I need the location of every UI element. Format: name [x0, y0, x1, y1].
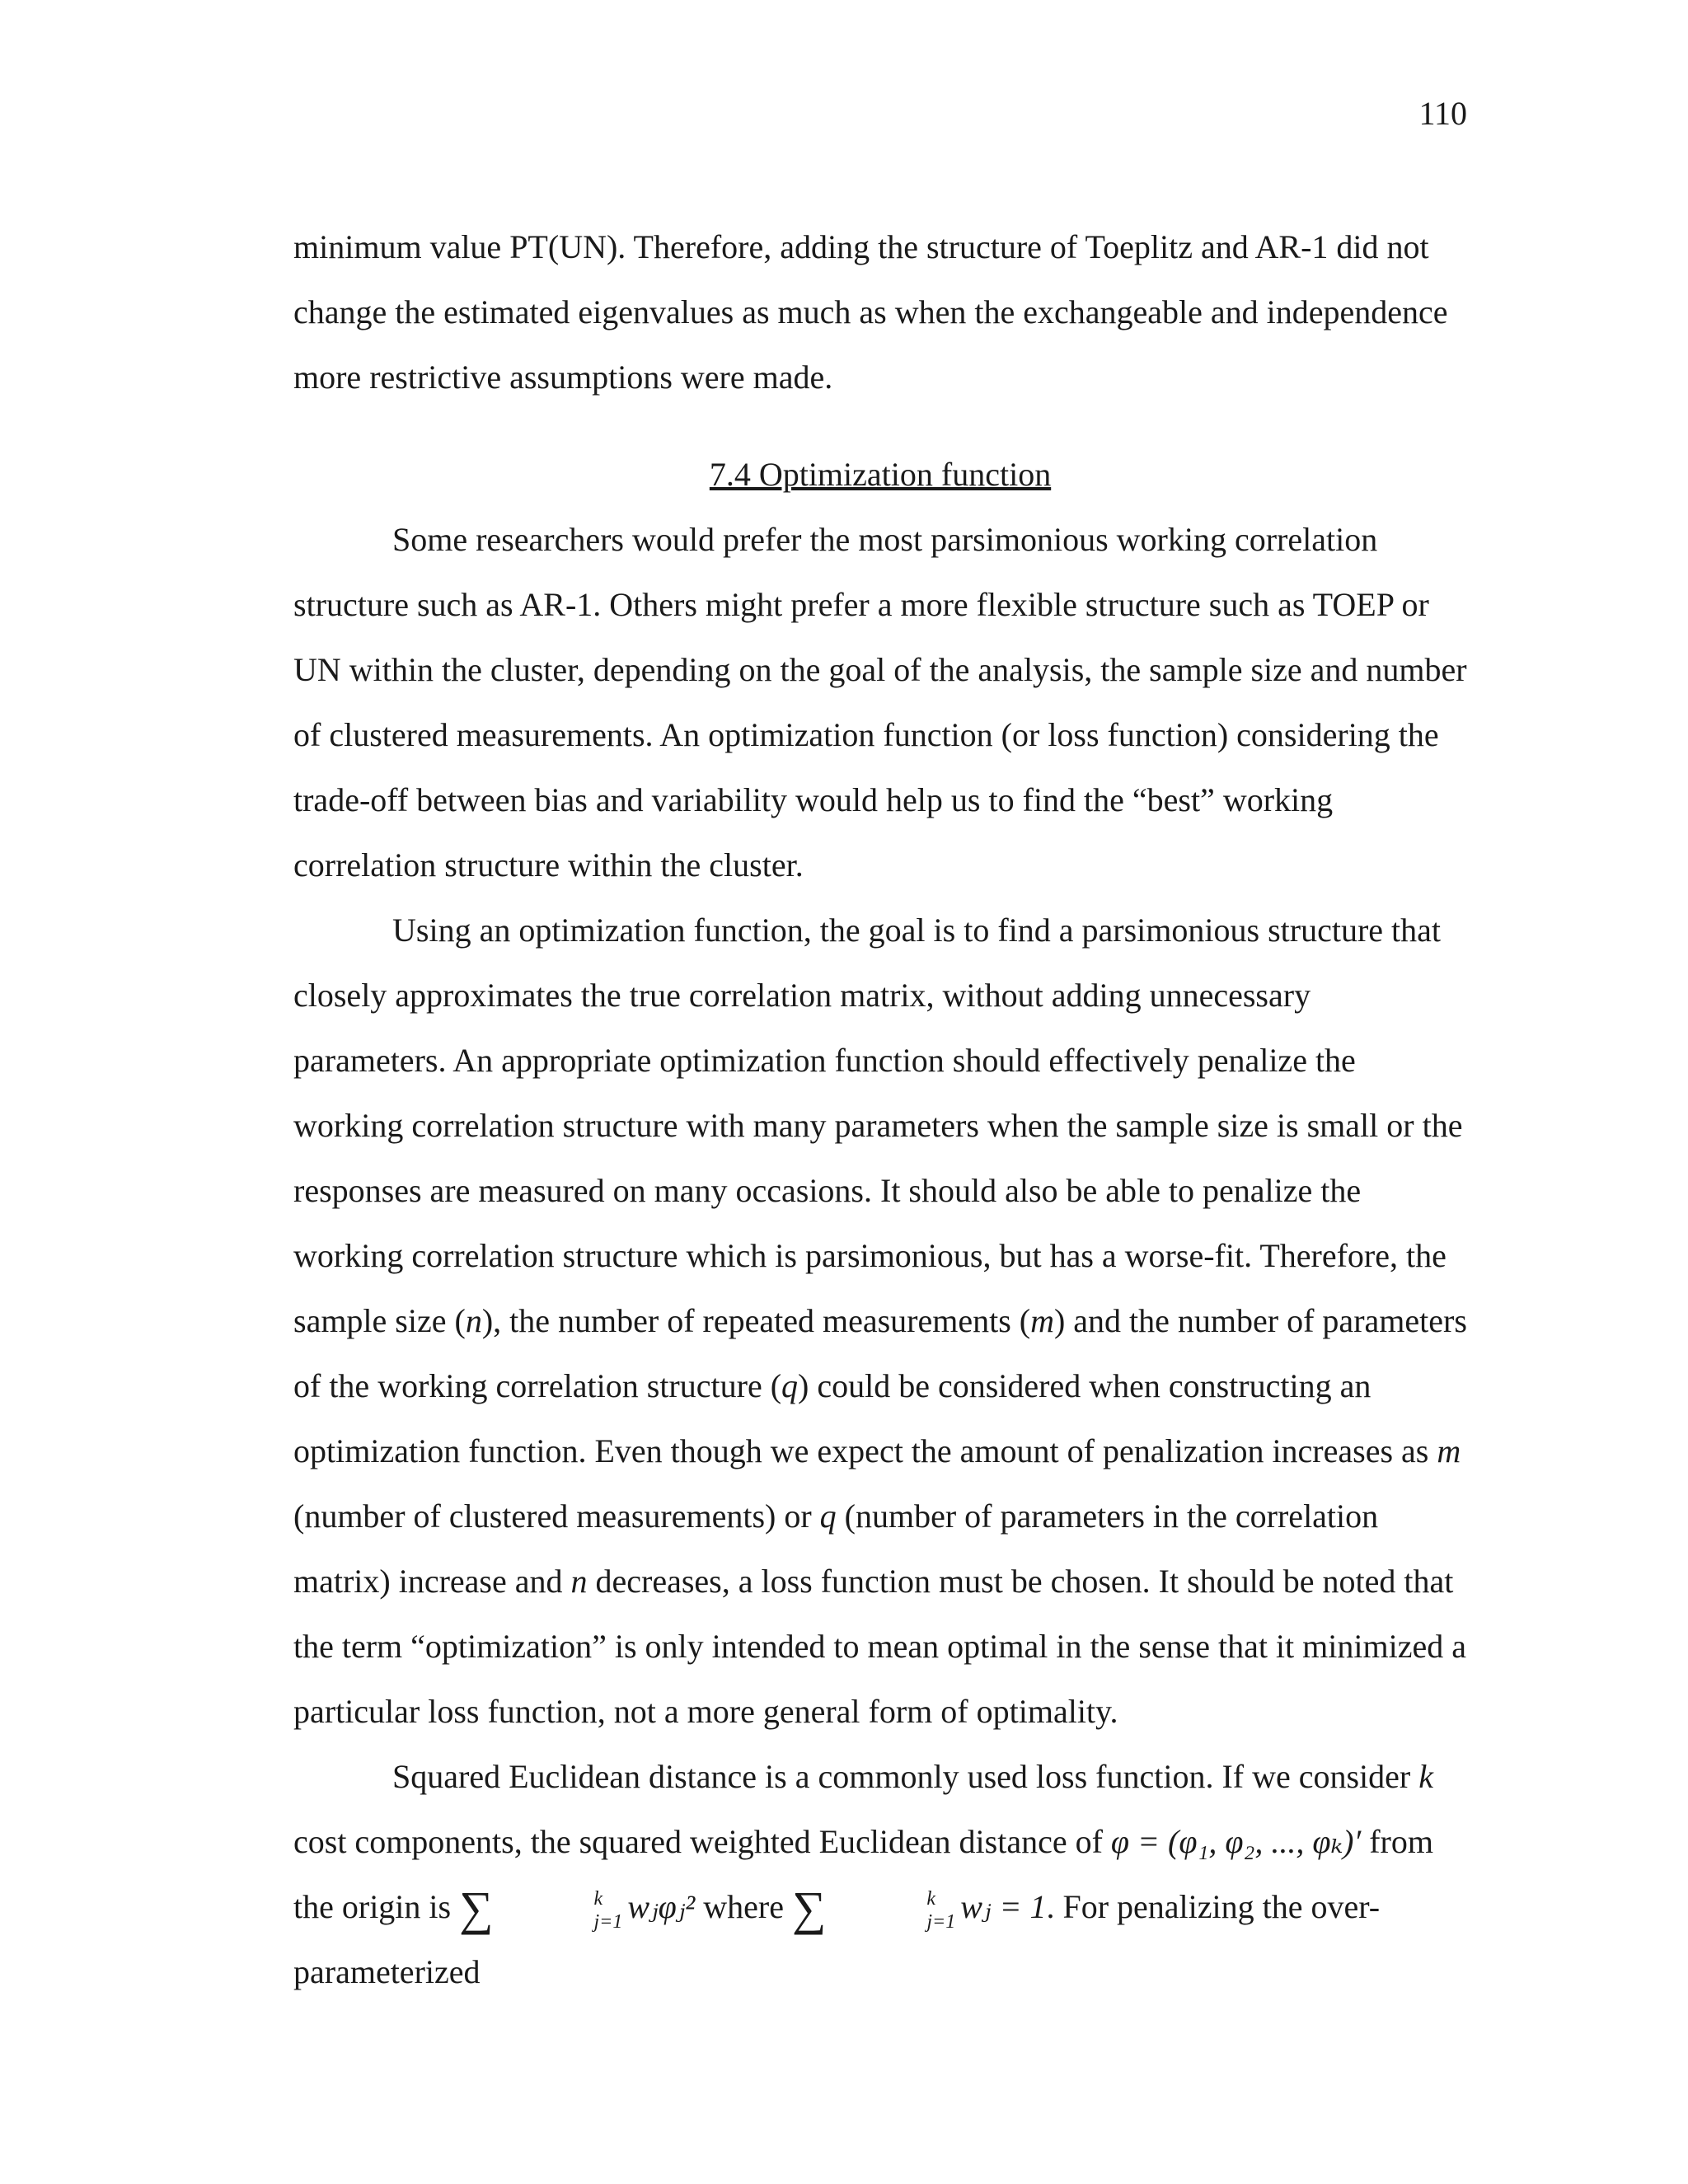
paragraph-2: Some researchers would prefer the most parsimonious working correlation structure such as AR-1. Others might prefer a more flexible structure such as TOEP or UN within the cluster, depending on the goal of the analysis, the sample size and number of clustered measurements. An optimization function (or loss function) considering the trade-off between bias and variability would help us to find the “best” working correlation structure within the cluster. [293, 521, 1467, 883]
section-heading: 7.4 Optimization function [709, 456, 1052, 493]
page-body [293, 214, 1467, 2004]
paragraph-3: Using an optimization function, the goal is to find a parsimonious structure that closely approximates the true correlation matrix, without adding unnecessary parameters. An appropriate optimization function should effectively penalize the working correlation structure with many parameters when the sample size is small or the responses are measured on many occasions. It should also be able to penalize the working correlation structure which is parsimonious, but has a worse-fit. Therefore, the sample size (n), the number of repeated measurements (m) and the number of parameters of the working correlation structure (q) could be considered when constructing an optimization function. Even though we expect the amount of penalization increases as m (number of clustered measurements) or q (number of parameters in the correlation matrix) increase and n decreases, a loss function must be chosen. It should be noted that the term “optimization” is only intended to mean optimal in the sense that it minimized a particular loss function, not a more general form of optimality. [293, 912, 1467, 1730]
weight-constraint-formula: ∑ k j=1 wⱼ = 1 [791, 1882, 1047, 1935]
weighted-sum-formula: ∑ k j=1 wⱼφⱼ² [459, 1882, 696, 1935]
paragraph-1: minimum value PT(UN). Therefore, adding the structure of Toeplitz and AR-1 did not change the estimated eigenvalues as much as when the exchangeable and independence more restrictive assumptions were made. [293, 228, 1448, 396]
paragraph-4: Squared Euclidean distance is a commonly used loss function. If we consider k cost components, the squared weighted Euclidean distance of φ = (φ₁, φ₂, ..., φₖ)′ from the origin is ∑ k j=1 wⱼφⱼ² where ∑ k j=1 wⱼ = 1. For penalizing the over-parameterized [293, 1758, 1433, 1990]
page-number: 110 [1418, 95, 1467, 132]
phi-vector-formula: φ = (φ₁, φ₂, ..., φₖ)′ [1110, 1823, 1362, 1860]
